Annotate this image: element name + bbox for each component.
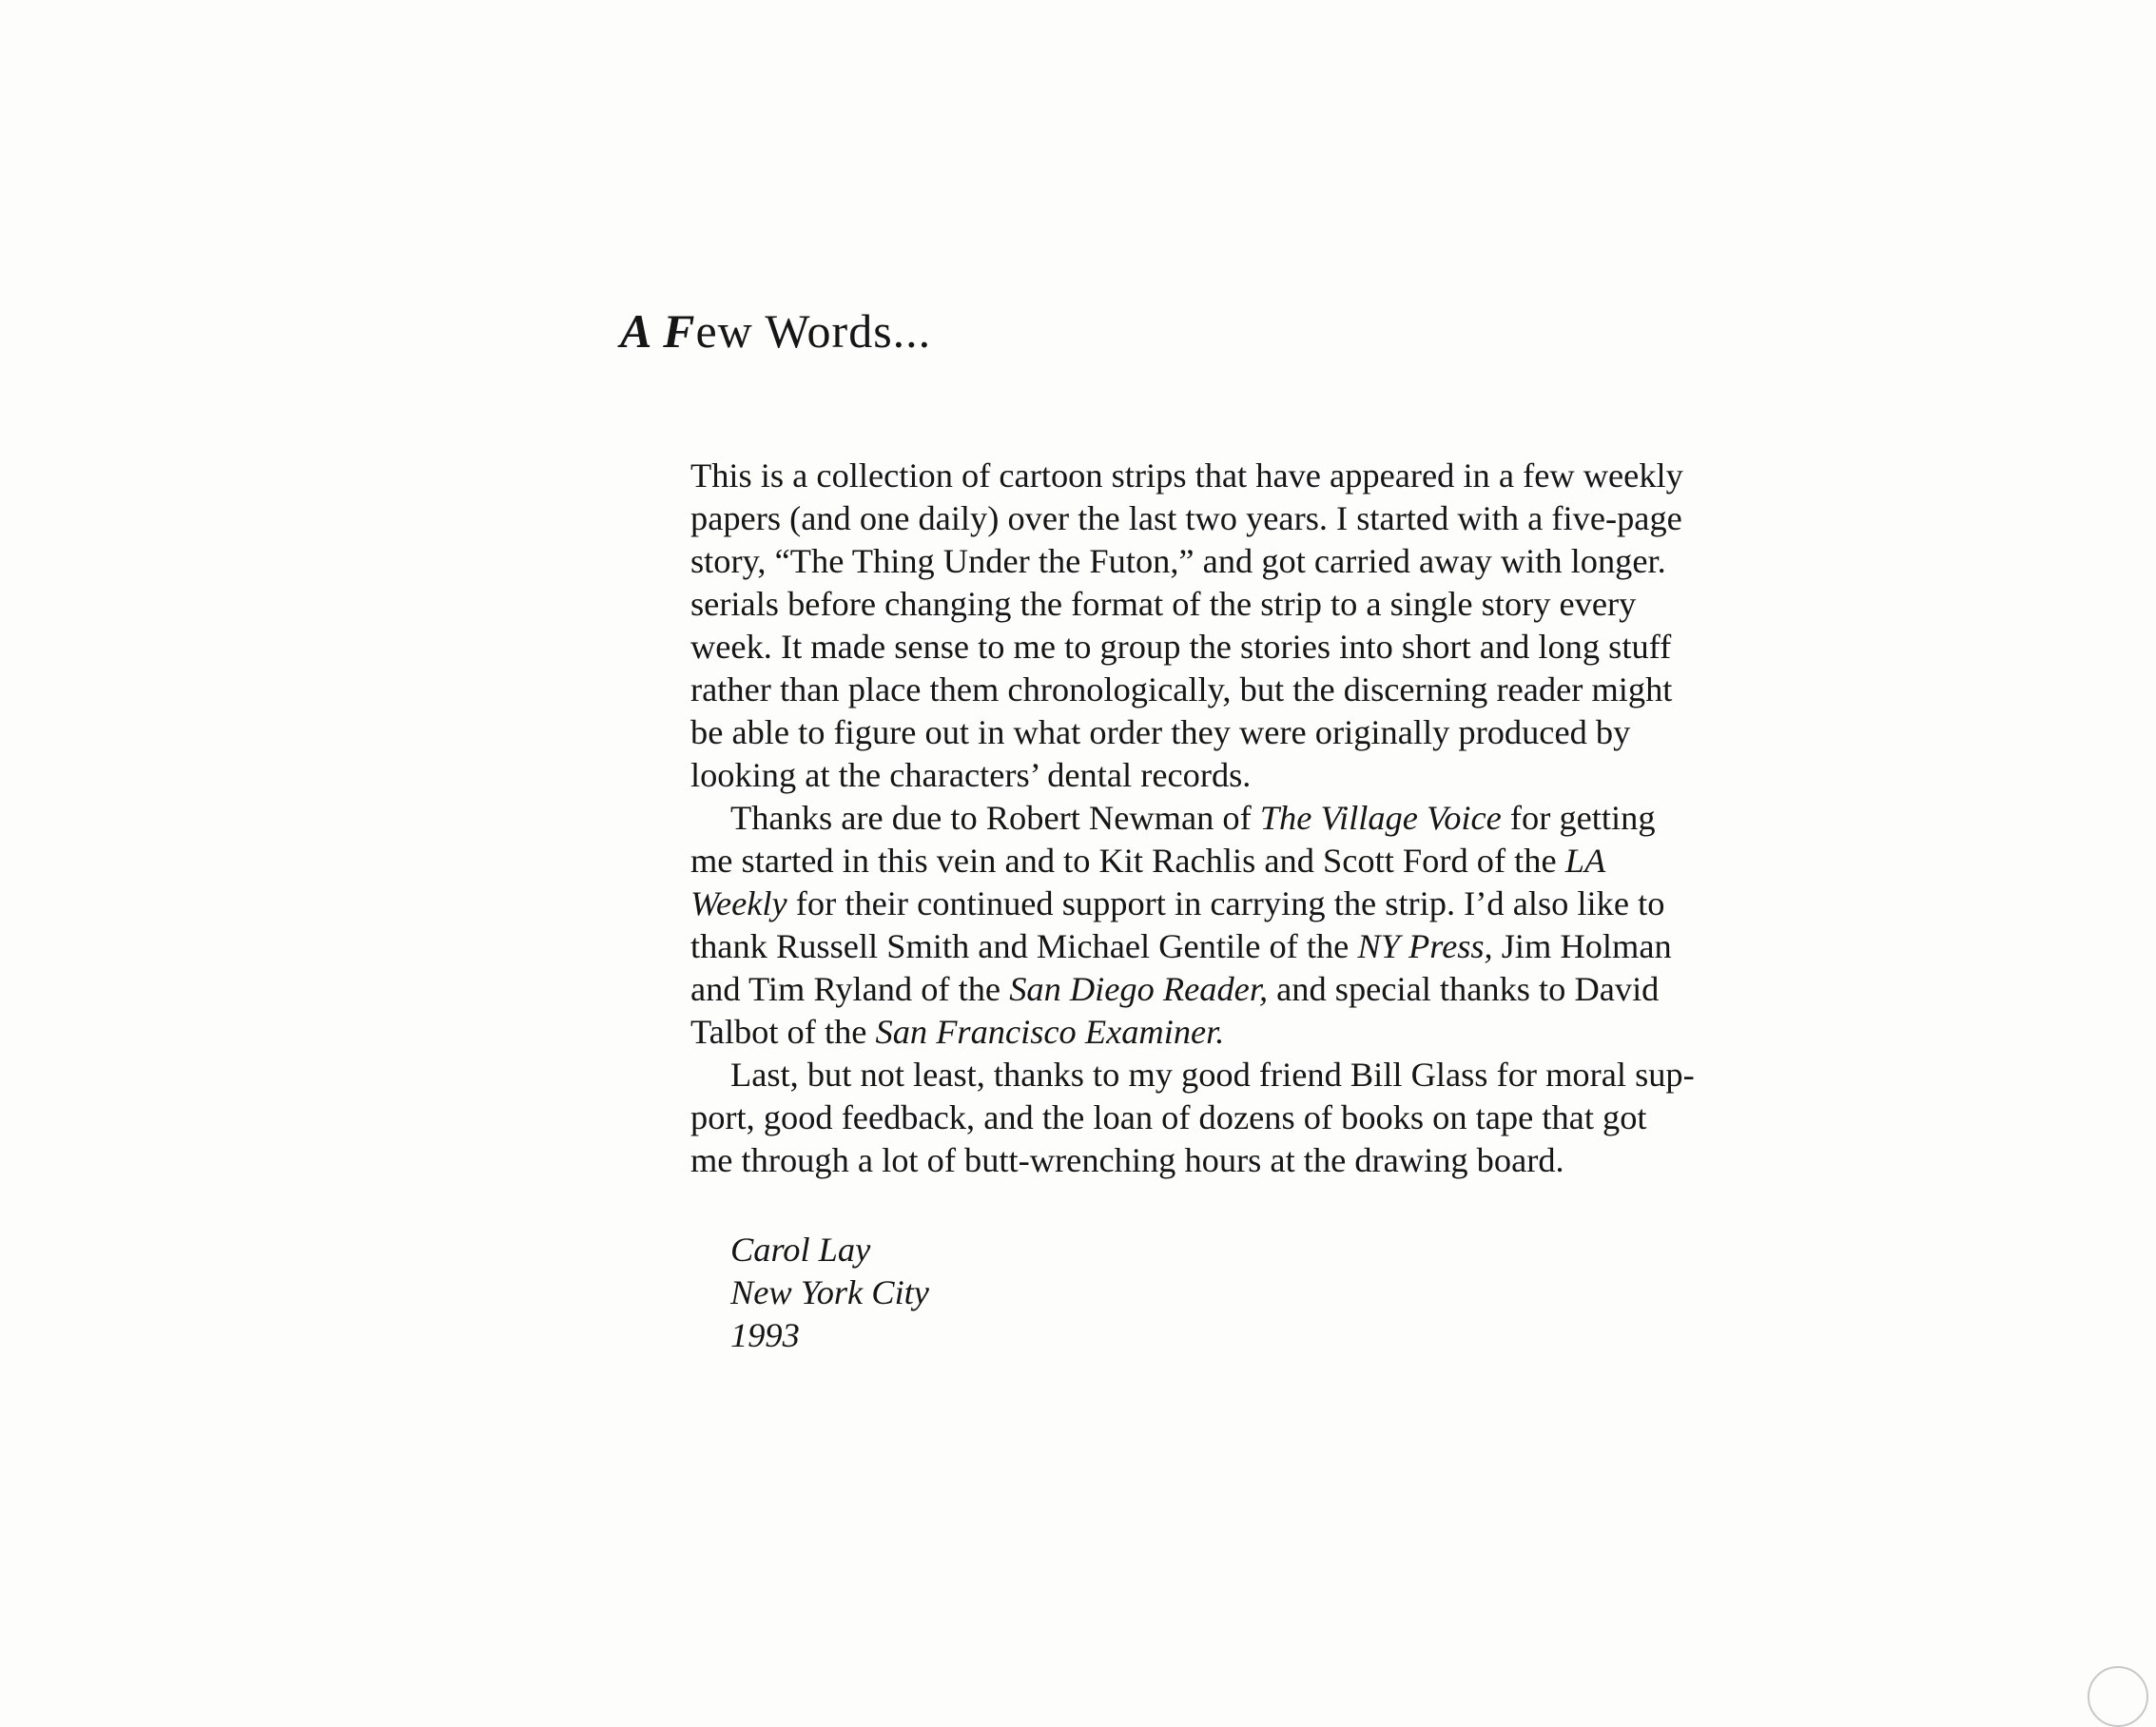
text-line bbox=[690, 883, 1813, 925]
text-line bbox=[690, 1054, 1813, 1096]
text-line bbox=[690, 455, 1813, 497]
italic-title: LA bbox=[1564, 842, 1606, 880]
title-rest: ew Words... bbox=[695, 304, 932, 358]
signature-place: New York City bbox=[730, 1273, 929, 1311]
text-segment: rather than place them chronologically, but the discerning reader might bbox=[690, 670, 1673, 708]
text-line bbox=[690, 968, 1813, 1011]
text-segment: me through a lot of butt-wrenching hours at the drawing board. bbox=[690, 1141, 1564, 1179]
text-line bbox=[690, 1011, 1813, 1054]
text-segment: papers (and one daily) over the last two years. I started with a five-page bbox=[690, 499, 1682, 537]
signature-author: Carol Lay bbox=[730, 1231, 871, 1269]
italic-title: The Village Voice bbox=[1259, 799, 1502, 837]
text-line bbox=[690, 797, 1813, 840]
text-line bbox=[690, 497, 1813, 540]
italic-title: Weekly bbox=[690, 884, 787, 922]
text-segment: for their continued support in carrying the strip. I’d also like to bbox=[787, 884, 1665, 922]
text-line bbox=[690, 1096, 1813, 1139]
text-segment: for getting bbox=[1501, 799, 1656, 837]
text-segment: thank Russell Smith and Michael Gentile of the bbox=[690, 927, 1358, 965]
scan-corner-mark bbox=[2088, 1666, 2148, 1727]
text-segment: looking at the characters’ dental records. bbox=[690, 756, 1252, 794]
text-segment: serials before changing the format of the strip to a single story every bbox=[690, 585, 1637, 623]
text-line bbox=[690, 540, 1813, 583]
text-segment: and special thanks to David bbox=[1268, 970, 1660, 1008]
italic-title: San Francisco Examiner. bbox=[875, 1013, 1225, 1051]
text-segment: story, “The Thing Under the Futon,” and got carried away with longer. bbox=[690, 542, 1666, 580]
text-segment: week. It made sense to me to group the stories into short and long stuff bbox=[690, 628, 1672, 666]
title-initial: A F bbox=[620, 304, 696, 358]
paragraph bbox=[690, 1054, 1813, 1182]
text-line bbox=[690, 711, 1813, 754]
italic-title: NY Press, bbox=[1357, 927, 1493, 965]
text-line bbox=[690, 1139, 1813, 1182]
text-line bbox=[690, 840, 1813, 883]
text-line bbox=[690, 925, 1813, 968]
signature-year: 1993 bbox=[730, 1316, 800, 1354]
text-segment: be able to figure out in what order they were originally produced by bbox=[690, 713, 1631, 751]
text-segment: and Tim Ryland of the bbox=[690, 970, 1010, 1008]
text-line bbox=[690, 669, 1813, 711]
text-segment: Thanks are due to Robert Newman of bbox=[730, 799, 1260, 837]
text-segment: This is a collection of cartoon strips that have appeared in a few weekly bbox=[690, 456, 1683, 495]
text-line bbox=[690, 626, 1813, 669]
paragraph bbox=[690, 797, 1813, 1054]
signature-block bbox=[730, 1229, 929, 1357]
italic-title: San Diego Reader, bbox=[1009, 970, 1269, 1008]
text-segment: Last, but not least, thanks to my good friend Bill Glass for moral sup- bbox=[730, 1056, 1695, 1094]
text-line bbox=[690, 754, 1813, 797]
paragraph bbox=[690, 455, 1813, 797]
text-line bbox=[690, 583, 1813, 626]
intro-body bbox=[690, 455, 1813, 1182]
text-segment: Jim Holman bbox=[1492, 927, 1672, 965]
text-segment: Talbot of the bbox=[690, 1013, 876, 1051]
page-title bbox=[620, 302, 931, 359]
text-segment: port, good feedback, and the loan of dozens of books on tape that got bbox=[690, 1098, 1647, 1136]
text-segment: me started in this vein and to Kit Rachlis and Scott Ford of the bbox=[690, 842, 1565, 880]
